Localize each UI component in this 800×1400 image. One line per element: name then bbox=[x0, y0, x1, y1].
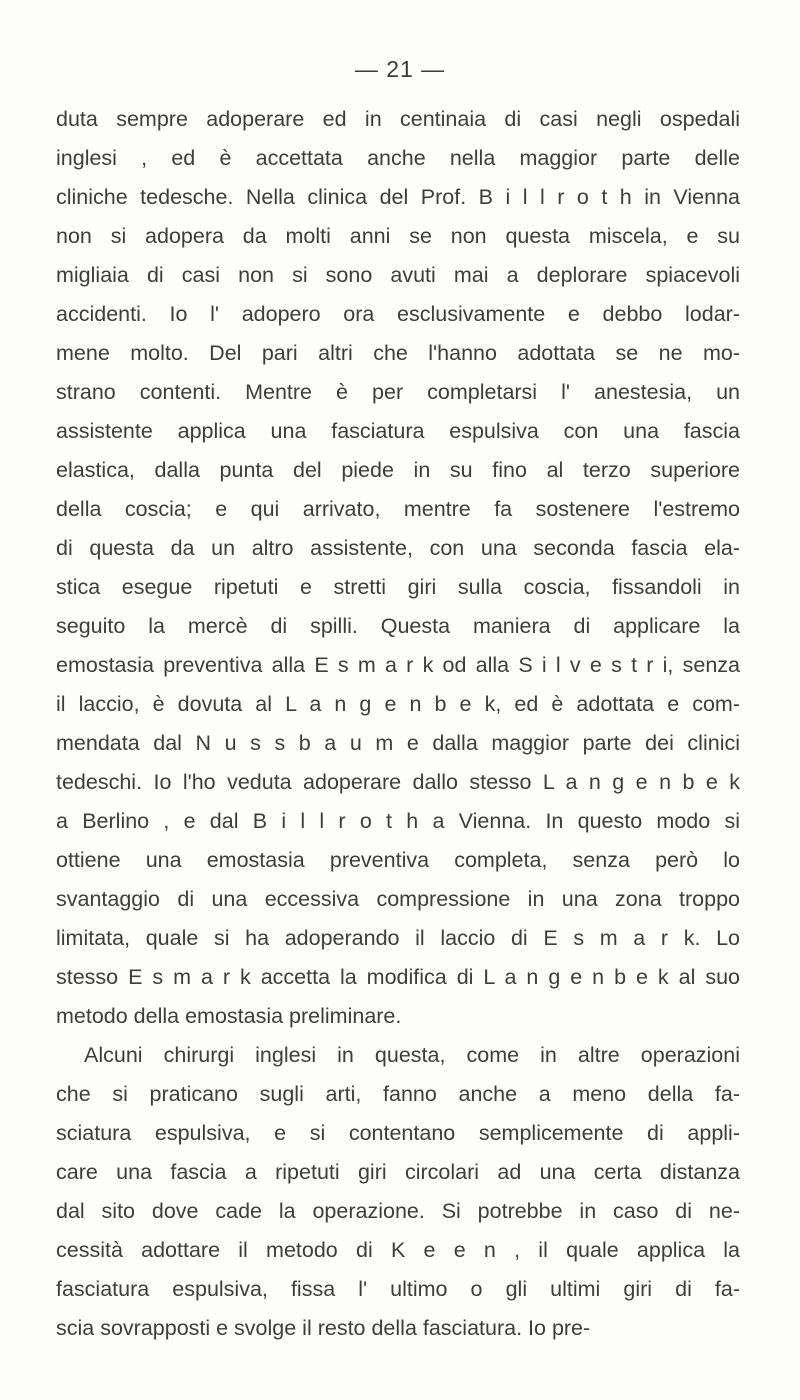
text-line: metodo della emostasia preliminare. bbox=[56, 1004, 402, 1028]
text-line: della coscia; e qui arrivato, mentre fa sostenere l'estremo bbox=[56, 497, 740, 521]
text-line: mene molto. Del pari altri che l'hanno adottata se ne mo- bbox=[56, 341, 740, 365]
text-line: ottiene una emostasia preventiva completa, senza però lo bbox=[56, 848, 740, 872]
text-line: accidenti. Io l' adopero ora esclusivamente e debbo lodar- bbox=[56, 302, 740, 326]
text-line: mendata dal N u s s b a u m e dalla maggior parte dei clinici bbox=[56, 731, 740, 755]
text-line: assistente applica una fasciatura espulsiva con una fascia bbox=[56, 419, 740, 443]
text-line: scia sovrapposti e svolge il resto della fasciatura. Io pre- bbox=[56, 1316, 591, 1340]
text-line: svantaggio di una eccessiva compressione in una zona troppo bbox=[56, 887, 740, 911]
text-line-paragraph-start: Alcuni chirurgi inglesi in questa, come in altre operazioni bbox=[84, 1043, 740, 1067]
text-line: migliaia di casi non si sono avuti mai a deplorare spiacevoli bbox=[56, 263, 740, 287]
body-text bbox=[56, 100, 740, 1348]
text-line: duta sempre adoperare ed in centinaia di casi negli ospedali bbox=[56, 107, 740, 131]
text-line: limitata, quale si ha adoperando il laccio di E s m a r k. Lo bbox=[56, 926, 740, 950]
text-line: stica esegue ripetuti e stretti giri sulla coscia, fissandoli in bbox=[56, 575, 740, 599]
text-line: cessità adottare il metodo di K e e n , il quale applica la bbox=[56, 1238, 740, 1262]
text-line: tedeschi. Io l'ho veduta adoperare dallo stesso L a n g e n b e k bbox=[56, 770, 740, 794]
text-line: emostasia preventiva alla E s m a r k od alla S i l v e s t r i, senza bbox=[56, 653, 740, 677]
text-line: strano contenti. Mentre è per completarsi l' anestesia, un bbox=[56, 380, 740, 404]
text-line: di questa da un altro assistente, con una seconda fascia ela- bbox=[56, 536, 740, 560]
text-line: il laccio, è dovuta al L a n g e n b e k, ed è adottata e com- bbox=[56, 692, 740, 716]
text-line: che si praticano sugli arti, fanno anche a meno della fa- bbox=[56, 1082, 740, 1106]
text-line: care una fascia a ripetuti giri circolari ad una certa distanza bbox=[56, 1160, 740, 1184]
page-number: — 21 — bbox=[354, 56, 446, 82]
text-line: cliniche tedesche. Nella clinica del Prof. B i l l r o t h in Vienna bbox=[56, 185, 740, 209]
text-line: elastica, dalla punta del piede in su fino al terzo superiore bbox=[56, 458, 740, 482]
text-line: inglesi , ed è accettata anche nella maggior parte delle bbox=[56, 146, 740, 170]
text-line: fasciatura espulsiva, fissa l' ultimo o gli ultimi giri di fa- bbox=[56, 1277, 740, 1301]
text-line: sciatura espulsiva, e si contentano semplicemente di appli- bbox=[56, 1121, 740, 1145]
text-line: seguito la mercè di spilli. Questa maniera di applicare la bbox=[56, 614, 740, 638]
text-line: a Berlino , e dal B i l l r o t h a Vienna. In questo modo si bbox=[56, 809, 740, 833]
text-line: dal sito dove cade la operazione. Si potrebbe in caso di ne- bbox=[56, 1199, 740, 1223]
text-line: stesso E s m a r k accetta la modifica di L a n g e n b e k al suo bbox=[56, 965, 740, 989]
text-line: non si adopera da molti anni se non questa miscela, e su bbox=[56, 224, 740, 248]
